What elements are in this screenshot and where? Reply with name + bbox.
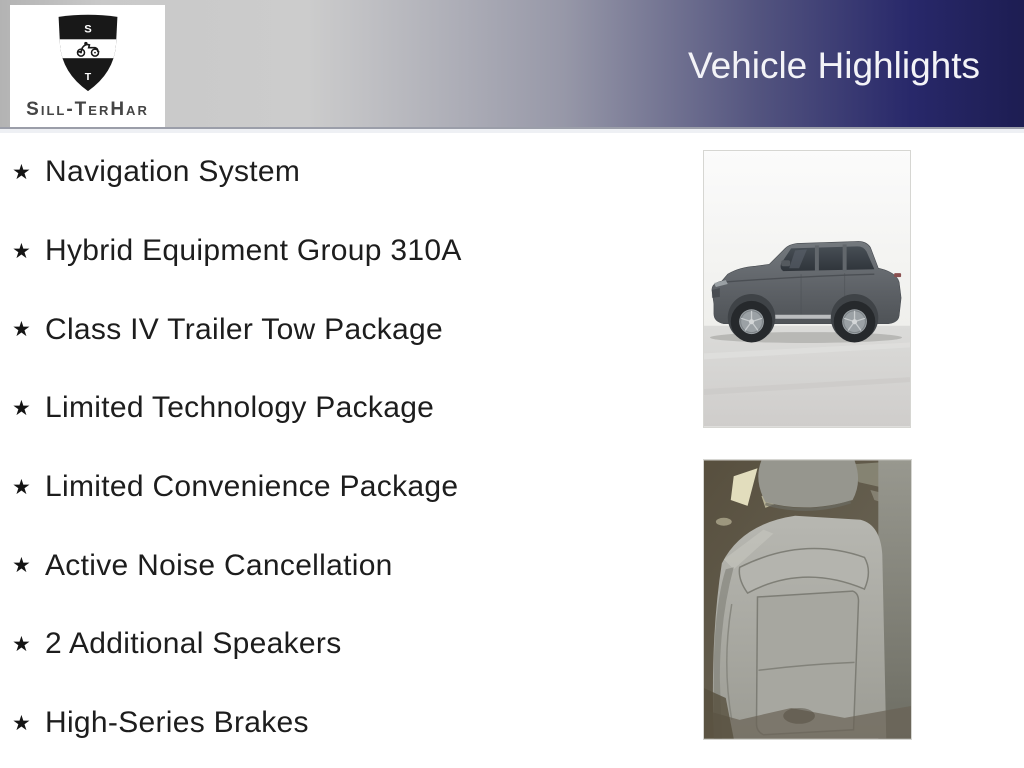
- list-item: [12, 605, 672, 684]
- list-item: [12, 684, 672, 763]
- star-bullet-icon: ★: [12, 396, 31, 420]
- vehicle-photo: [703, 150, 911, 428]
- list-item: [12, 369, 672, 448]
- list-item: [12, 526, 672, 605]
- front-wheel: [731, 301, 773, 343]
- seat-photo-illustration: [704, 460, 911, 739]
- star-bullet-icon: ★: [12, 239, 31, 263]
- header-banner: [0, 0, 1024, 129]
- dealer-name: Sill-TerHar: [26, 99, 149, 120]
- star-bullet-icon: ★: [12, 475, 31, 499]
- list-item-label: Navigation System: [45, 155, 301, 189]
- star-bullet-icon: ★: [12, 160, 31, 184]
- star-bullet-icon: ★: [12, 554, 31, 578]
- monogram-top: S: [83, 23, 92, 36]
- list-item-label: Class IV Trailer Tow Package: [45, 312, 444, 346]
- list-item: [12, 133, 672, 212]
- star-bullet-icon: ★: [12, 632, 31, 656]
- rear-wheel: [834, 301, 876, 343]
- list-item-label: High-Series Brakes: [45, 706, 309, 740]
- highlights-list: [12, 133, 672, 763]
- list-item: [12, 290, 672, 369]
- list-item: [12, 212, 672, 291]
- star-bullet-icon: ★: [12, 711, 31, 735]
- dealer-logo: [10, 5, 165, 127]
- list-item-label: Limited Technology Package: [45, 391, 435, 425]
- list-item-label: Limited Convenience Package: [45, 470, 459, 504]
- list-item-label: Hybrid Equipment Group 310A: [45, 234, 462, 268]
- list-item: [12, 448, 672, 527]
- vehicle-photo-illustration: [704, 151, 910, 427]
- star-bullet-icon: ★: [12, 318, 31, 342]
- page-title: Vehicle Highlights: [687, 45, 980, 86]
- dealer-shield-icon: [53, 12, 123, 96]
- list-item-label: 2 Additional Speakers: [45, 627, 342, 661]
- monogram-bottom: T: [84, 70, 91, 83]
- seat-photo: [703, 459, 912, 740]
- list-item-label: Active Noise Cancellation: [45, 548, 393, 582]
